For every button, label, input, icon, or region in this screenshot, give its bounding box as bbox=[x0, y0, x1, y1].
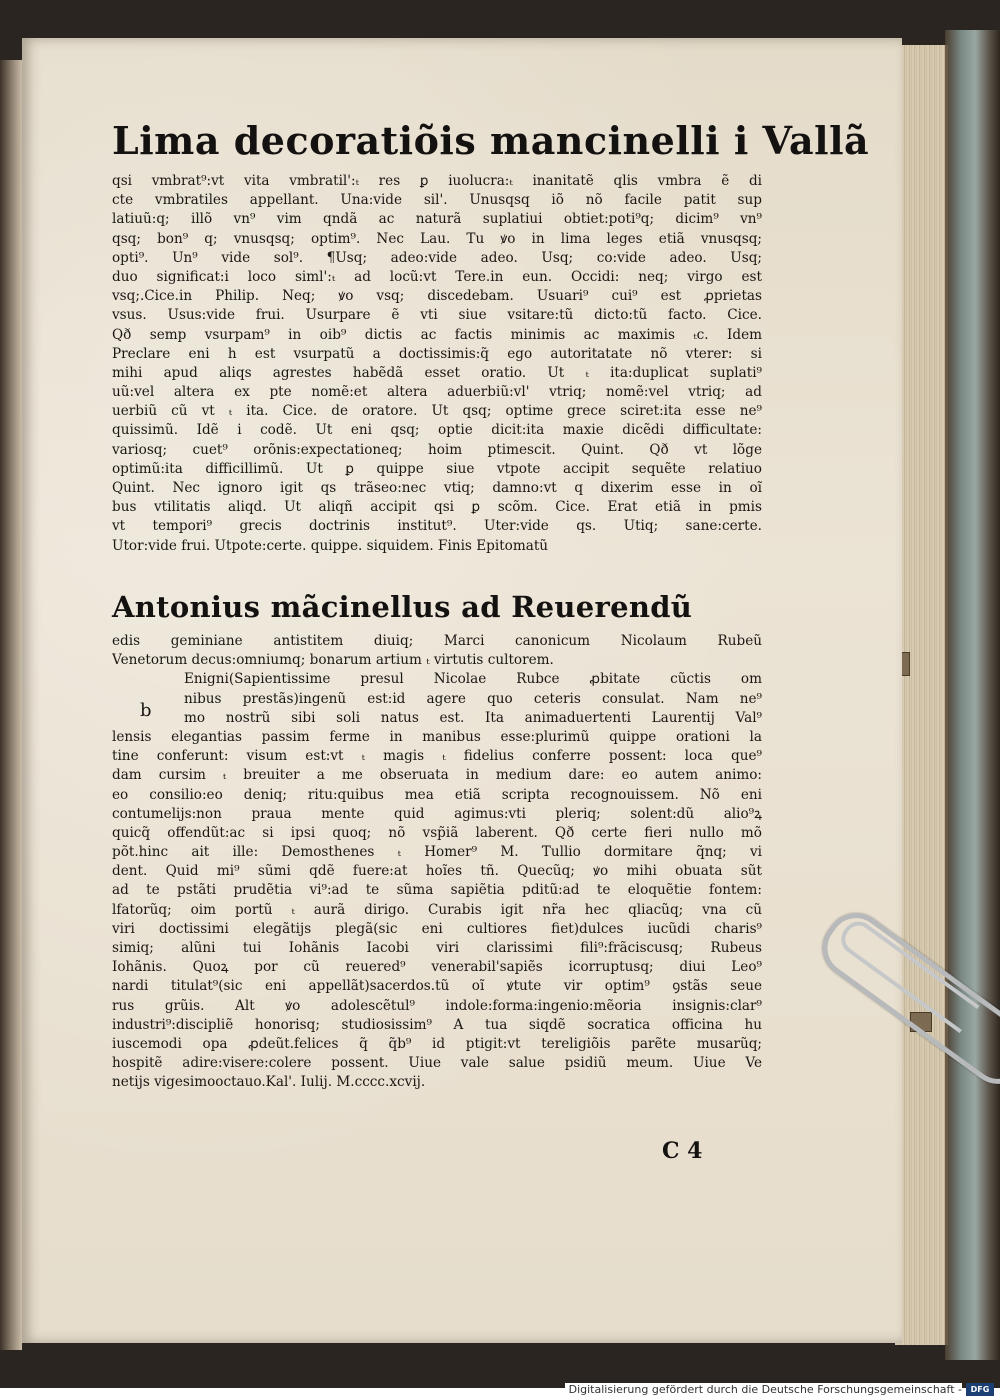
text-line: Venetorum decus:omniumq; bonarum artium ₜ virtutis cultorem. bbox=[112, 652, 554, 669]
text-line: optimũ:ita difficillimũ. Ut ꝑ quippe siue vtpote accipit sequẽte relatiuo bbox=[112, 460, 762, 477]
text-line: latiuũ:q; illõ vn⁹ vim qndã ac naturã suplatiui obtiet:poti⁹q; dicim⁹ vn⁹ bbox=[112, 211, 762, 228]
text-line: Iohãnis. Quoꝝ por cũ reuered⁹ venerabil'sapiẽs icorruptusq; diui Leo⁹ bbox=[112, 959, 762, 976]
epitome-text bbox=[112, 172, 762, 556]
text-line: netijs vigesimooctauo.Kal'. Iulij. M.cccc.xcvij. bbox=[112, 1074, 426, 1091]
text-line: edis geminiane antistitem diuiq; Marci canonicum Nicolaum Rubeũ bbox=[112, 633, 762, 649]
text-line: contumelijs:non praua mente quid agimus:vti pleriq; solent:dũ alio⁹ꝝ bbox=[112, 805, 762, 822]
text-line: variosq; cuet⁹ orõnis:expectationeq; hoim ptimescit. Quint. Qð vt lõge bbox=[112, 441, 762, 458]
text-line: eo consilio:eo deniq; ritu:quibus mea etiã scripta recognouissem. Nõ eni bbox=[112, 786, 762, 803]
book-binding bbox=[945, 30, 1000, 1360]
text-line: qsq; bon⁹ q; vnusqsq; optim⁹. Nec Lau. Tu ꝟo in lima leges etiã vnusqsq; bbox=[112, 230, 762, 247]
letter-heading: Antonius mãcinellus ad Reuerendũ bbox=[112, 590, 693, 624]
text-line: Preclare eni h est vsurpatũ a doctissimis:q̃ ego autoritatate nõ vterer: si bbox=[112, 345, 762, 362]
text-line: dent. Quid mi⁹ sũmi qdẽ fuere:at hoĩes tñ. Quecũq; ꝟo mihi obuata sũt bbox=[112, 863, 762, 880]
text-line: Quint. Nec ignoro igit qs trãseo:nec vtiq; damno:vt q dixerim esse in oĩ bbox=[112, 480, 762, 496]
text-line: vt tempori⁹ grecis doctrinis institut⁹. Uter:vide qs. Utiq; sane:certe. bbox=[112, 518, 762, 535]
text-line: duo significat:i loco siml':ₜ ad locũ:vt Tere.in eun. Occidi: neq; virgo est bbox=[112, 268, 762, 285]
page-stack-edges bbox=[895, 45, 948, 1345]
text-line: iuscemodi opa ꝓdeũt.felices q̃ q̃b⁹ id ptigit:vt tereligiõis parẽte musarũq; bbox=[112, 1035, 762, 1052]
text-line: bus vtilitatis aliqd. Ut aliqñ accipit qsi ꝑ scõm. Cice. Erat etiã in pmis bbox=[112, 499, 762, 516]
dfg-logo: DFG bbox=[966, 1383, 994, 1396]
text-line: Utor:vide frui. Utpote:certe. quippe. siquidem. Finis Epitomatũ bbox=[112, 537, 549, 554]
text-line: quissimũ. Idẽ i codẽ. Ut eni qsq; optie dicit:ita maxie dicẽdi difficultate: bbox=[112, 422, 762, 439]
initial-guide-letter: b bbox=[140, 700, 152, 721]
page-headline: Lima decoratiõis mancinelli i Vallã bbox=[112, 118, 870, 163]
text-line: ad te pstãti prudẽtia vi⁹:ad te sũma sapiẽtia pditũ:ad te eloquẽtie fontem: bbox=[112, 882, 762, 899]
text-line: vsus. Usus:vide frui. Usurpare ẽ vti siue vsitare:tũ dicto:tũ facto. Cice. bbox=[112, 307, 762, 324]
text-line: hospitẽ adire:visere:colere possent. Uiue vale salue psidiũ meum. Uiue Ve bbox=[112, 1055, 762, 1072]
text-line: uerbiũ cũ vt ₜ ita. Cice. de oratore. Ut qsq; optime grece sciret:ita esse ne⁹ bbox=[112, 403, 762, 420]
text-line: vsq;.Cice.in Philip. Neq; ꝟo vsq; discedebam. Usuari⁹ cui⁹ est ꝓprietas bbox=[112, 288, 762, 305]
text-line: nibus prestãs)ingenũ est:id agere quo ceteris consulat. Nam ne⁹ bbox=[184, 690, 762, 707]
text-line: mihi apud aliqs agrestes habẽdã esset oratio. Ut ₜ ita:duplicat suplati⁹ bbox=[112, 364, 762, 381]
text-line: lfatorũq; oim portũ ₜ aurã dirigo. Curabis igit nr̃a hec qliacũq; vna cũ bbox=[112, 901, 762, 918]
text-line: mo nostrũ sibi soli natus est. Ita animaduertenti Laurentij Val⁹ bbox=[184, 709, 762, 726]
signature-mark: C 4 bbox=[662, 1138, 703, 1164]
digitization-credit: Digitalisierung gefördert durch die Deutsche Forschungsgemeinschaft - bbox=[565, 1383, 962, 1396]
text-line: simiq; alũni tui Iohãnis Iacobi viri clarissimi fili⁹:frãciscusq; Rubeus bbox=[112, 940, 762, 956]
facing-page-edge bbox=[0, 60, 22, 1350]
text-line: nardi titulat⁹(sic eni appellãt)sacerdos.tũ oĩ ꝟtute vir optim⁹ ꝯstãs seue bbox=[112, 978, 762, 995]
text-line: dam cursim ₜ breuiter a me obseruata in medium dare: eo autem animo: bbox=[112, 767, 762, 784]
text-line: quicq̃ offendũt:ac si ipsi quoq; nõ vsp̃iã laberent. Qð certe fieri nullo mõ bbox=[112, 824, 762, 841]
text-line: Enigni(Sapientissime presul Nicolae Rubce ꝓbitate cũctis om bbox=[184, 671, 762, 688]
text-line: viri doctissimi elegãtijs plegã(sic eni cultiores fiet)dulces iucũdi charis⁹ bbox=[112, 920, 762, 937]
text-line: cte vmbratiles appellant. Una:vide sil'. Unusqsq iõ nõ facile patit sup bbox=[112, 192, 762, 209]
text-line: tine conferunt: visum est:vt ₜ magis ₜ fidelius conferre possent: loca que⁹ bbox=[112, 748, 762, 765]
text-line: uũ:vel altera ex pte nomẽ:et altera aduerbiũ:vl' vtriq; nomẽ:vel vtriq; ad bbox=[112, 384, 762, 401]
text-line: industri⁹:discipliẽ honorisq; studiosissim⁹ A tua siqdẽ socratica officina hu bbox=[112, 1016, 762, 1033]
text-line: rus grũis. Alt ꝟo adolescẽtul⁹ indole:forma:ingenio:mẽoria insignis:clar⁹ bbox=[112, 997, 762, 1014]
text-line: Qð semp vsurpam⁹ in oib⁹ dictis ac factis minimis ac maximis ₜc. Idem bbox=[112, 326, 762, 343]
text-line: qsi vmbrat⁹:vt vita vmbratil':ₜ res ꝑ iuolucra:ₜ inanitatẽ qlis vmbra ẽ di bbox=[112, 173, 762, 189]
text-line: opti⁹. Un⁹ vide sol⁹. ¶Usq; adeo:vide adeo. Usq; co:vide adeo. Usq; bbox=[112, 249, 762, 266]
letter-text bbox=[112, 632, 762, 1093]
text-line: lensis elegantias passim ferme in manibus esse:plurimũ quippe orationi la bbox=[112, 728, 762, 745]
text-line: põt.hinc ait ille: Demosthenes ₜ Homer⁹ M. Tullio dormitare q̃nq; vi bbox=[112, 844, 762, 861]
